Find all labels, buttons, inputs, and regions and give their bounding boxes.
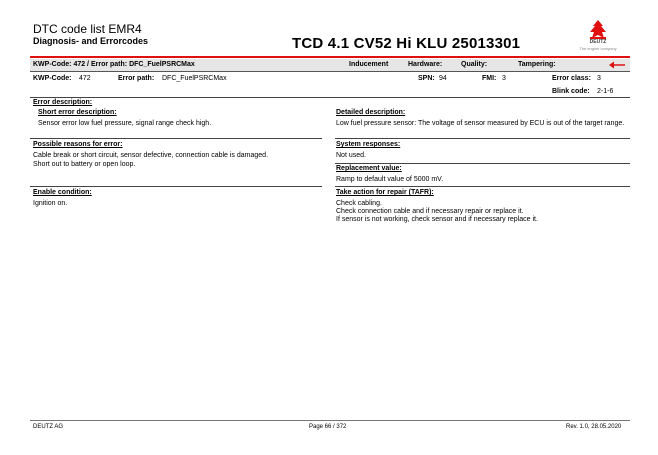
fmi-label: FMI:: [482, 75, 497, 82]
band-kwp-path: KWP-Code: 472 / Error path: DFC_FuelPSRCMax: [33, 61, 195, 68]
footer-divider: [30, 420, 630, 421]
enable-condition-text: Ignition on.: [33, 200, 68, 207]
band-quality: Quality:: [461, 61, 488, 68]
kwp-code-label: KWP-Code:: [33, 75, 72, 82]
footer-company: DEUTZ AG: [33, 424, 64, 430]
error-path-label: Error path:: [118, 75, 155, 82]
right-divider-2: [335, 163, 630, 164]
info-divider: [30, 97, 630, 98]
logo-word: DEUTZ: [589, 39, 607, 45]
possible-reasons-heading: Possible reasons for error:: [33, 141, 123, 148]
band-hardware: Hardware:: [408, 61, 443, 68]
system-responses-heading: System responses:: [336, 141, 401, 148]
spn-value: 94: [439, 75, 447, 82]
kwp-code-value: 472: [79, 75, 91, 82]
footer-page-number: Page 66 / 372: [309, 424, 347, 430]
detailed-description-text: Low fuel pressure sensor: The voltage of sensor measured by ECU is out of the target range.: [336, 120, 625, 127]
short-error-text: Sensor error low fuel pressure, signal range check high.: [38, 120, 212, 127]
document-subtitle: Diagnosis- and Errorcodes: [33, 36, 149, 46]
header-divider: [30, 56, 630, 58]
logo-tagline: The engine company: [579, 46, 617, 51]
take-action-line-2: Check connection cable and if necessary repair or replace it.: [336, 208, 524, 215]
take-action-line-3: If sensor is not working, check sensor and if necessary replace it.: [336, 216, 538, 223]
right-divider-1: [335, 138, 630, 139]
error-class-label: Error class:: [552, 75, 591, 82]
possible-reasons-line-2: Short out to battery or open loop.: [33, 161, 136, 168]
error-path-value: DFC_FuelPSRCMax: [162, 75, 227, 82]
error-class-value: 3: [597, 75, 601, 82]
arrow-left-icon: [608, 60, 626, 70]
short-error-heading: Short error description:: [38, 109, 117, 116]
take-action-line-1: Check cabling.: [336, 200, 382, 207]
blink-code-value: 2-1-6: [597, 88, 614, 95]
error-description-heading: Error description:: [33, 99, 93, 106]
footer-revision: Rev. 1.0, 28.05.2020: [566, 424, 622, 430]
engine-model-title: TCD 4.1 CV52 Hi KLU 25013301: [292, 35, 521, 52]
deutz-logo: [566, 18, 632, 52]
band-tampering: Tampering:: [518, 61, 556, 68]
possible-reasons-line-1: Cable break or short circuit, sensor defective, connection cable is damaged.: [33, 152, 269, 159]
detailed-description-heading: Detailed description:: [336, 109, 406, 116]
right-divider-3: [335, 186, 630, 187]
replacement-value-text: Ramp to default value of 5000 mV.: [336, 176, 444, 183]
system-responses-text: Not used.: [336, 152, 366, 159]
document-title: DTC code list EMR4: [33, 22, 142, 36]
spn-label: SPN:: [418, 75, 435, 82]
replacement-value-heading: Replacement value:: [336, 165, 402, 172]
enable-condition-heading: Enable condition:: [33, 189, 92, 196]
left-divider-2: [30, 186, 322, 187]
fmi-value: 3: [502, 75, 506, 82]
take-action-heading: Take action for repair (TAFR):: [336, 189, 434, 196]
left-divider-1: [30, 138, 322, 139]
band-inducement: Inducement: [349, 61, 389, 68]
blink-code-label: Blink code:: [552, 88, 590, 95]
deutz-emblem-icon: [566, 18, 630, 40]
